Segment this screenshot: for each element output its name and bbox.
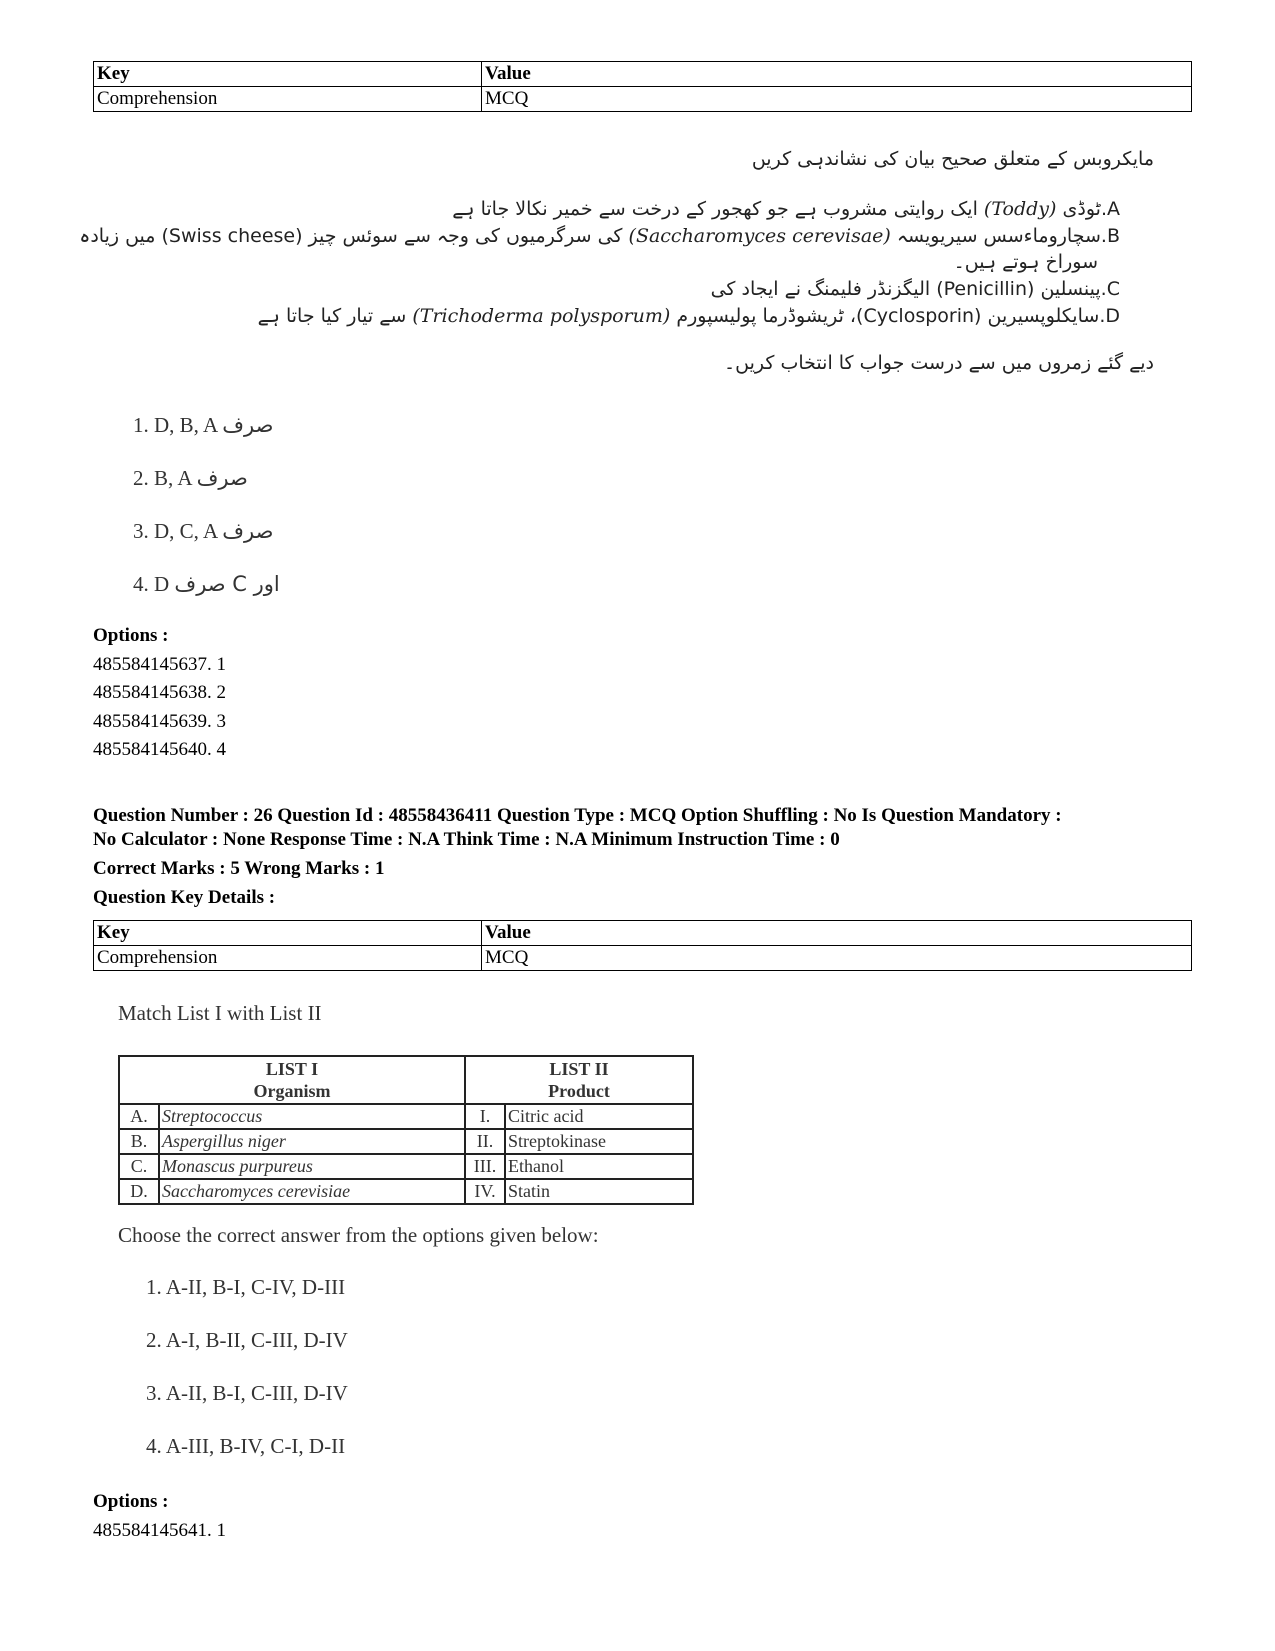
question-25-prompt: مایکروبس کے متعلق صحیح بیان کی نشاندہی کریں	[751, 148, 1154, 170]
list-1-header	[119, 1056, 465, 1104]
options-label: Options :	[93, 625, 169, 646]
key-cell: Comprehension	[94, 87, 482, 112]
statement-text: پینسلین (Penicillin) الیگزنڈر فلیمنگ نے ایجاد کی	[710, 278, 1101, 300]
statement-latin-term: (Trichoderma polysporum)	[412, 305, 671, 327]
table-row	[119, 1154, 693, 1179]
question-26-key-table	[93, 920, 1192, 971]
statement-text-end: ایک روایتی مشروب ہے جو کھجور کے درخت سے خمیر نکالا جاتا ہے	[452, 198, 984, 220]
q26-choice-3: 3. A-II, B-I, C-III, D-IV	[146, 1381, 348, 1405]
table-row	[119, 1104, 693, 1129]
statement-text-end: سے تیار کیا جاتا ہے	[257, 305, 413, 327]
value-header: Value	[482, 921, 1192, 946]
product-cell: Statin	[505, 1179, 693, 1204]
choice-number: 3. D, C, A	[133, 519, 218, 543]
statement-b	[79, 225, 1120, 247]
statement-text-end: کی سرگرمیوں کی وجہ سے سوئس چیز (Swiss cheese) میں زیادہ	[79, 225, 629, 247]
value-cell: MCQ	[482, 946, 1192, 971]
q26-options-label: Options :	[93, 1491, 169, 1512]
choice-urdu: صرف	[196, 466, 248, 490]
row-label: A.	[119, 1104, 159, 1129]
option-id-1: 485584145637. 1	[93, 654, 226, 675]
q26-option-id-1: 485584145641. 1	[93, 1520, 226, 1541]
product-number: IV.	[465, 1179, 505, 1204]
statement-label: A.	[1100, 198, 1120, 220]
key-header: Key	[94, 62, 482, 87]
statement-label: D.	[1099, 305, 1120, 327]
choice-number: 1. D, B, A	[133, 413, 218, 437]
question-26-meta-line-2: No Calculator : None Response Time : N.A Think Time : N.A Minimum Instruction Time : 0	[93, 829, 840, 850]
product-cell: Ethanol	[505, 1154, 693, 1179]
organism-cell: Streptococcus	[159, 1104, 465, 1129]
statement-latin-term: (Saccharomyces cerevisae)	[628, 225, 891, 247]
organism-cell: Monascus purpureus	[159, 1154, 465, 1179]
question-25-key-table	[93, 61, 1192, 112]
list-2-header	[465, 1056, 693, 1104]
organism-cell: Aspergillus niger	[159, 1129, 465, 1154]
list-1-subtitle: Organism	[253, 1081, 331, 1101]
question-key-details-label: Question Key Details :	[93, 887, 276, 908]
value-cell: MCQ	[482, 87, 1192, 112]
choice-2	[133, 466, 248, 491]
statement-latin-term: (Toddy)	[983, 198, 1057, 220]
statement-text: سایکلوپسیرین (Cyclosporin)، ٹریشوڈرما پولیسپورم	[670, 305, 1100, 327]
question-26-prompt: Match List I with List II	[118, 1001, 322, 1025]
list-2-subtitle: Product	[548, 1081, 610, 1101]
statement-label: B.	[1100, 225, 1120, 247]
choice-urdu: صرف	[222, 519, 274, 543]
product-number: II.	[465, 1129, 505, 1154]
question-26-marks: Correct Marks : 5 Wrong Marks : 1	[93, 858, 385, 879]
choice-urdu: صرف	[222, 413, 274, 437]
q26-choice-4: 4. A-III, B-IV, C-I, D-II	[146, 1434, 346, 1458]
product-cell: Streptokinase	[505, 1129, 693, 1154]
table-row	[119, 1179, 693, 1204]
choice-1	[133, 413, 273, 438]
product-number: I.	[465, 1104, 505, 1129]
statement-label: C.	[1100, 278, 1120, 300]
q26-choice-2: 2. A-I, B-II, C-III, D-IV	[146, 1328, 348, 1352]
statement-text: سوراخ ہوتے ہیں۔	[953, 251, 1098, 273]
statement-d	[258, 305, 1120, 327]
statement-text: سچاروماءسس سیریویسہ	[890, 225, 1101, 247]
option-id-2: 485584145638. 2	[93, 682, 226, 703]
choice-number: 2. B, A	[133, 466, 192, 490]
product-cell: Citric acid	[505, 1104, 693, 1129]
choice-4	[133, 572, 280, 597]
value-header: Value	[482, 62, 1192, 87]
option-id-4: 485584145640. 4	[93, 739, 226, 760]
row-label: C.	[119, 1154, 159, 1179]
key-header: Key	[94, 921, 482, 946]
question-26-instruction: Choose the correct answer from the options given below:	[118, 1223, 599, 1247]
statement-a	[452, 198, 1120, 220]
row-label: B.	[119, 1129, 159, 1154]
option-id-3: 485584145639. 3	[93, 711, 226, 732]
question-26-meta-line-1: Question Number : 26 Question Id : 48558436411 Question Type : MCQ Option Shuffling : No Is Question Mandatory :	[93, 805, 1062, 826]
organism-cell: Saccharomyces cerevisiae	[159, 1179, 465, 1204]
choice-number: 4. D	[133, 572, 170, 596]
list-1-title: LIST I	[265, 1059, 319, 1079]
choice-urdu: اور C صرف	[174, 572, 280, 596]
question-25-instruction: دیے گئے زمروں میں سے درست جواب کا انتخاب کریں۔	[724, 352, 1154, 374]
q26-choice-1: 1. A-II, B-I, C-IV, D-III	[146, 1275, 346, 1299]
statement-text: ٹوڈی	[1056, 198, 1101, 220]
key-cell: Comprehension	[94, 946, 482, 971]
choice-3	[133, 519, 273, 544]
row-label: D.	[119, 1179, 159, 1204]
product-number: III.	[465, 1154, 505, 1179]
list-2-title: LIST II	[549, 1059, 609, 1079]
statement-c	[711, 278, 1120, 300]
match-list-table	[118, 1055, 694, 1205]
statement-b-continued	[954, 251, 1098, 273]
table-row	[119, 1129, 693, 1154]
